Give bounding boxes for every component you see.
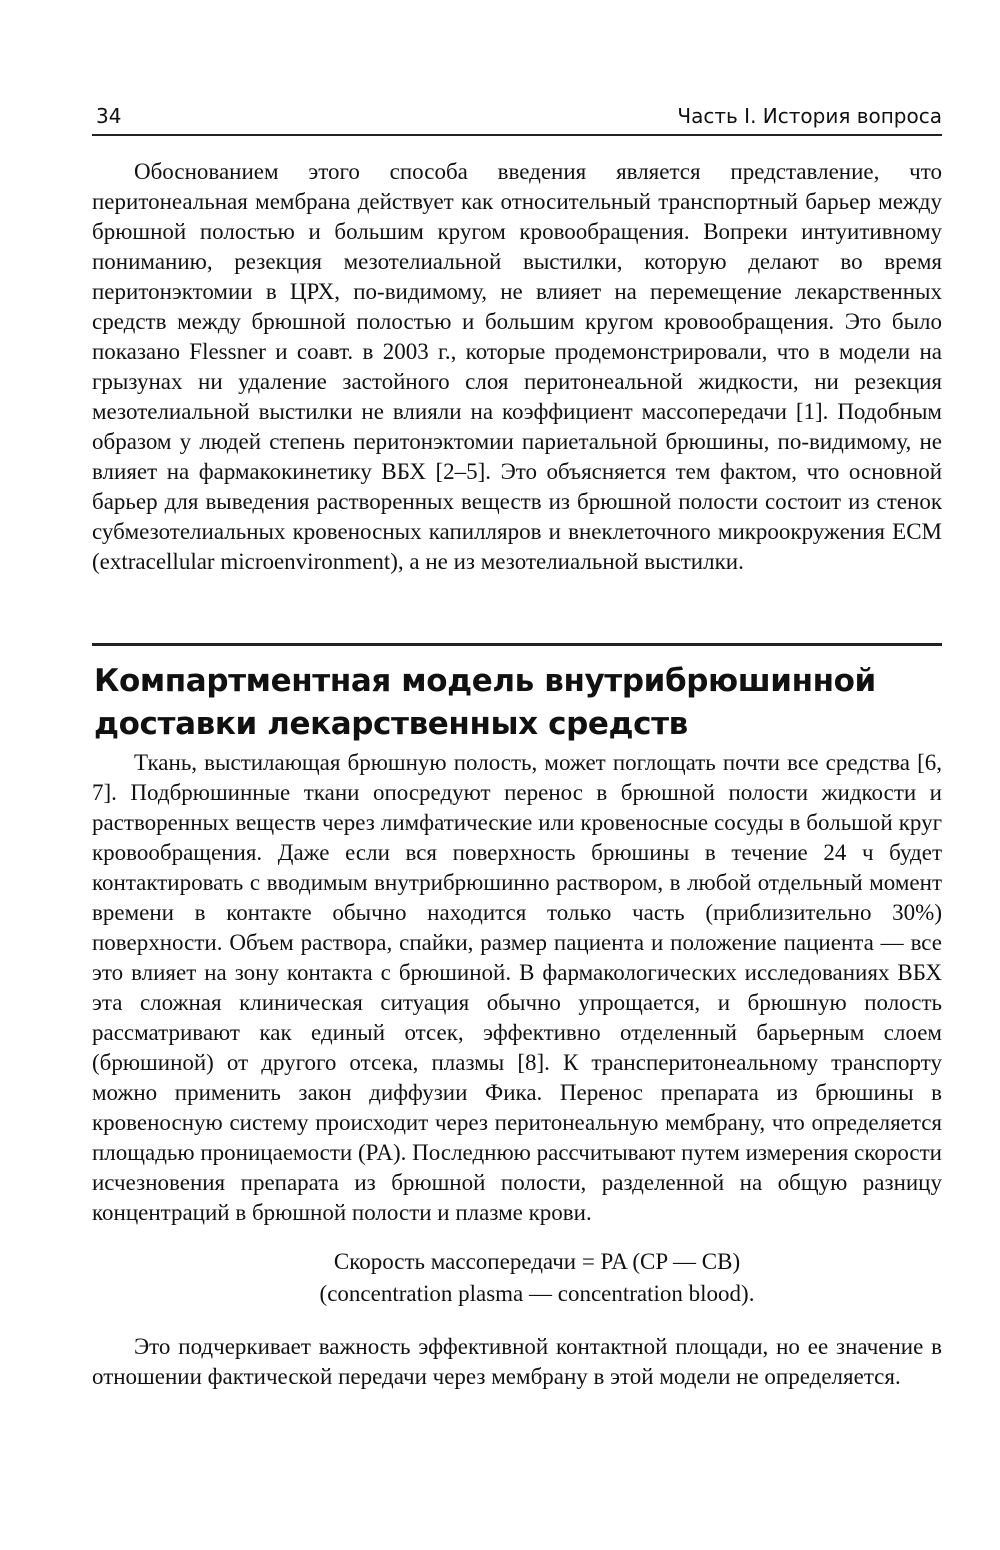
section-heading-line-2: доставки лекарственных средств [94, 706, 688, 742]
formula-block [92, 1246, 942, 1310]
body-paragraph-3: Это подчеркивает важность эффективной контактной площади, но ее значение в отношении фактической передачи через мембрану в этой модели не определяется. [92, 1334, 942, 1389]
running-title: Часть I. История вопроса [677, 104, 942, 128]
formula-line-1: Скорость массопередачи = PA (CP — CB) [333, 1249, 741, 1274]
section-divider [92, 643, 942, 646]
section-heading-line-1: Компартментная модель внутрибрюшинной [94, 663, 876, 699]
page-header [92, 94, 942, 134]
page-number: 34 [96, 104, 122, 128]
header-divider [92, 134, 942, 136]
body-paragraph-1: Обоснованием этого способа введения является представление, что перитонеальная мембрана действует как относительный транспортный барьер между брюшной полостью и большим кругом кровообращения. Вопреки интуитивному пониманию, резекция мезотелиальной выстилки, которую делают во время перитонэктомии в ЦРХ, по-видимому, не влияет на перемещение лекарственных средств между брюшной полостью и большим кругом кровообращения. Это было показано Flessner и соавт. в 2003 г., которые продемонстрировали, что в модели на грызунах ни удаление застойного слоя перитонеальной жидкости, ни резекция мезотелиальной выстилки не влияли на коэффициент массопередачи [1]. Подобным образом у людей степень перитонэктомии париетальной брюшины, по-видимому, не влияет на фармакокинетику ВБХ [2–5]. Это объясняется тем фактом, что основной барьер для выведения растворенных веществ из брюшной полости состоит из стенок субмезотелиальных кровеносных капилляров и внеклеточного микроокружения ECM (extracellular microenvironment), а не из мезотелиальной выстилки. [92, 159, 942, 574]
section-heading [94, 660, 942, 746]
book-page [92, 94, 942, 1392]
formula-line-2: (concentration plasma — concentration blood). [319, 1281, 755, 1306]
body-paragraph-2: Ткань, выстилающая брюшную полость, может поглощать почти все средства [6, 7]. Подбрюшинные ткани опосредуют перенос в брюшной полости жидкости и растворенных веществ через лимфатические или кровеносные сосуды в большой круг кровообращения. Даже если вся поверхность брюшины в течение 24 ч будет контактировать с вводимым внутрибрюшинно раствором, в любой отдельный момент времени в контакте обычно находится только часть (приблизительно 30%) поверхности. Объем раствора, спайки, размер пациента и положение пациента — все это влияет на зону контакта с брюшиной. В фармакологических исследованиях ВБХ эта сложная клиническая ситуация обычно упрощается, и брюшную полость рассматривают как единый отсек, эффективно отделенный барьерным слоем (брюшиной) от другого отсека, плазмы [8]. К трансперитонеальному транспорту можно применить закон диффузии Фика. Перенос препарата из брюшины в кровеносную систему происходит через перитонеальную мембрану, что определяется площадью проницаемости (PA). Последнюю рассчитывают путем измерения скорости исчезновения препарата из брюшной полости, разделенной на общую разницу концентраций в брюшной полости и плазме крови. [92, 750, 942, 1225]
